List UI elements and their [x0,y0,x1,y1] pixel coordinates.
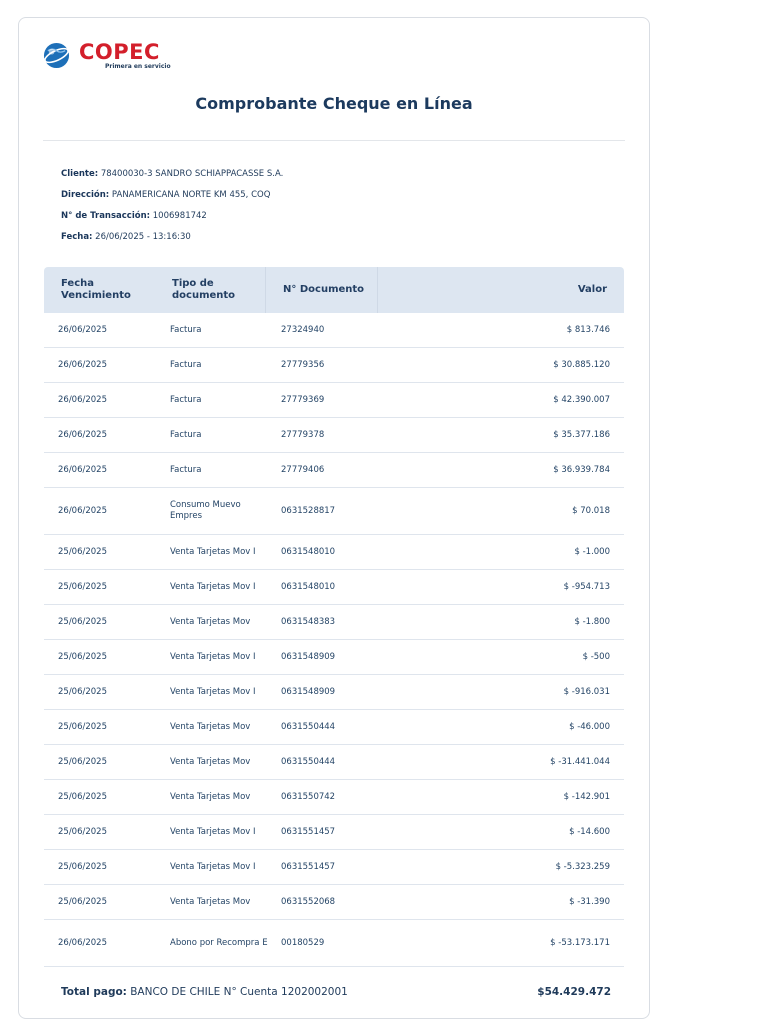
cell-tipo: Factura [170,429,202,440]
cell-fecha: 25/06/2025 [58,791,107,802]
info-label: Cliente: [61,169,99,179]
table-row [44,453,624,488]
cell-tipo: Venta Tarjetas Mov I [170,546,256,557]
cell-documento: 0631552068 [281,896,336,907]
table-row [44,570,624,605]
cell-fecha: 25/06/2025 [58,896,107,907]
cell-tipo: Venta Tarjetas Mov [170,896,251,907]
header-fecha: Fecha Vencimiento [61,278,131,301]
cell-valor: $ 30.885.120 [553,359,610,370]
table-row [44,710,624,745]
cell-valor: $ 70.018 [572,505,610,516]
table-row [44,348,624,383]
cell-valor: $ -46.000 [569,721,610,732]
cell-documento: 0631548909 [281,686,336,697]
table-row [44,780,624,815]
table-row [44,640,624,675]
table-body [44,313,624,967]
cell-tipo: Venta Tarjetas Mov I [170,861,256,872]
info-label: Fecha: [61,232,93,242]
cell-valor: $ -31.390 [569,896,610,907]
cell-tipo: Consumo Muevo Empres [170,500,241,521]
cell-fecha: 26/06/2025 [58,937,107,948]
cell-fecha: 26/06/2025 [58,505,107,516]
info-cliente [61,168,283,189]
info-value: 1006981742 [152,211,207,221]
info-transaccion [61,210,283,231]
total-row [61,986,611,998]
cell-fecha: 26/06/2025 [58,464,107,475]
cell-documento: 0631548383 [281,616,336,627]
cell-fecha: 26/06/2025 [58,359,107,370]
cell-documento: 0631550742 [281,791,336,802]
table-row [44,745,624,780]
cell-documento: 0631551457 [281,861,336,872]
cell-valor: $ -1.000 [574,546,610,557]
cell-fecha: 26/06/2025 [58,429,107,440]
cell-documento: 0631548010 [281,581,336,592]
cell-tipo: Venta Tarjetas Mov I [170,826,256,837]
cell-documento: 27324940 [281,324,325,335]
info-value: 26/06/2025 - 13:16:30 [95,232,191,242]
cell-fecha: 25/06/2025 [58,826,107,837]
cell-tipo: Venta Tarjetas Mov [170,756,251,767]
cell-documento: 0631548010 [281,546,336,557]
cell-tipo: Factura [170,324,202,335]
table-row [44,605,624,640]
cell-fecha: 26/06/2025 [58,324,107,335]
cell-fecha: 25/06/2025 [58,861,107,872]
table-row [44,675,624,710]
cell-documento: 0631548909 [281,651,336,662]
cell-valor: $ -142.901 [563,791,610,802]
cell-tipo: Abono por Recompra E [170,937,268,948]
table-row [44,535,624,570]
cell-documento: 00180529 [281,937,325,948]
table-row [44,920,624,967]
cell-documento: 0631551457 [281,826,336,837]
cell-tipo: Venta Tarjetas Mov I [170,686,256,697]
table-row [44,850,624,885]
cell-tipo: Venta Tarjetas Mov [170,721,251,732]
cell-fecha: 25/06/2025 [58,756,107,767]
globe-icon [43,42,70,69]
table-row [44,488,624,535]
cell-fecha: 25/06/2025 [58,616,107,627]
cell-documento: 27779356 [281,359,325,370]
table-row [44,815,624,850]
total-bank: BANCO DE CHILE N° Cuenta 1202002001 [130,986,348,998]
cell-tipo: Factura [170,464,202,475]
info-value: PANAMERICANA NORTE KM 455, COQ [111,190,271,200]
total-amount: $54.429.472 [537,986,611,998]
cell-tipo: Venta Tarjetas Mov I [170,651,256,662]
cell-valor: $ 35.377.186 [553,429,610,440]
info-direccion [61,189,283,210]
cell-valor: $ -500 [582,651,610,662]
cell-documento: 0631550444 [281,721,336,732]
cell-valor: $ -1.800 [574,616,610,627]
cell-valor: $ -954.713 [563,581,610,592]
header-valor: Valor [577,284,607,295]
cell-fecha: 25/06/2025 [58,686,107,697]
column-divider [377,267,378,313]
cell-fecha: 25/06/2025 [58,721,107,732]
page-title: Comprobante Cheque en Línea [195,94,473,113]
cell-fecha: 25/06/2025 [58,651,107,662]
cell-valor: $ -916.031 [563,686,610,697]
table-row [44,885,624,920]
header-tipo: Tipo de documento [172,278,236,301]
cell-tipo: Venta Tarjetas Mov I [170,581,256,592]
cell-valor: $ -14.600 [569,826,610,837]
total-label: Total pago: [61,986,127,998]
cell-valor: $ 813.746 [566,324,610,335]
cell-documento: 27779369 [281,394,325,405]
table-row [44,383,624,418]
cell-tipo: Venta Tarjetas Mov [170,791,251,802]
info-label: Dirección: [61,190,110,200]
cell-fecha: 25/06/2025 [58,546,107,557]
cell-valor: $ 36.939.784 [553,464,610,475]
cell-fecha: 26/06/2025 [58,394,107,405]
column-divider [265,267,266,313]
brand-name: COPEC [79,40,160,64]
cell-documento: 0631528817 [281,505,336,516]
cell-valor: $ -53.173.171 [550,937,610,948]
cell-valor: $ 42.390.007 [553,394,610,405]
documents-table [44,267,624,967]
client-info [61,168,283,252]
table-row [44,313,624,348]
receipt-card [18,17,650,1019]
info-label: N° de Transacción: [61,211,151,221]
cell-valor: $ -5.323.259 [555,861,610,872]
cell-fecha: 25/06/2025 [58,581,107,592]
cell-valor: $ -31.441.044 [550,756,610,767]
title-divider [43,140,625,141]
header-documento: N° Documento [283,284,365,295]
info-value: 78400030-3 SANDRO SCHIAPPACASSE S.A. [100,169,284,179]
cell-documento: 27779378 [281,429,325,440]
cell-documento: 27779406 [281,464,325,475]
brand-tagline: Primera en servicio [105,63,171,70]
table-row [44,418,624,453]
cell-tipo: Factura [170,359,202,370]
info-fecha [61,231,283,252]
table-header [44,267,624,313]
cell-tipo: Factura [170,394,202,405]
cell-tipo: Venta Tarjetas Mov [170,616,251,627]
cell-documento: 0631550444 [281,756,336,767]
